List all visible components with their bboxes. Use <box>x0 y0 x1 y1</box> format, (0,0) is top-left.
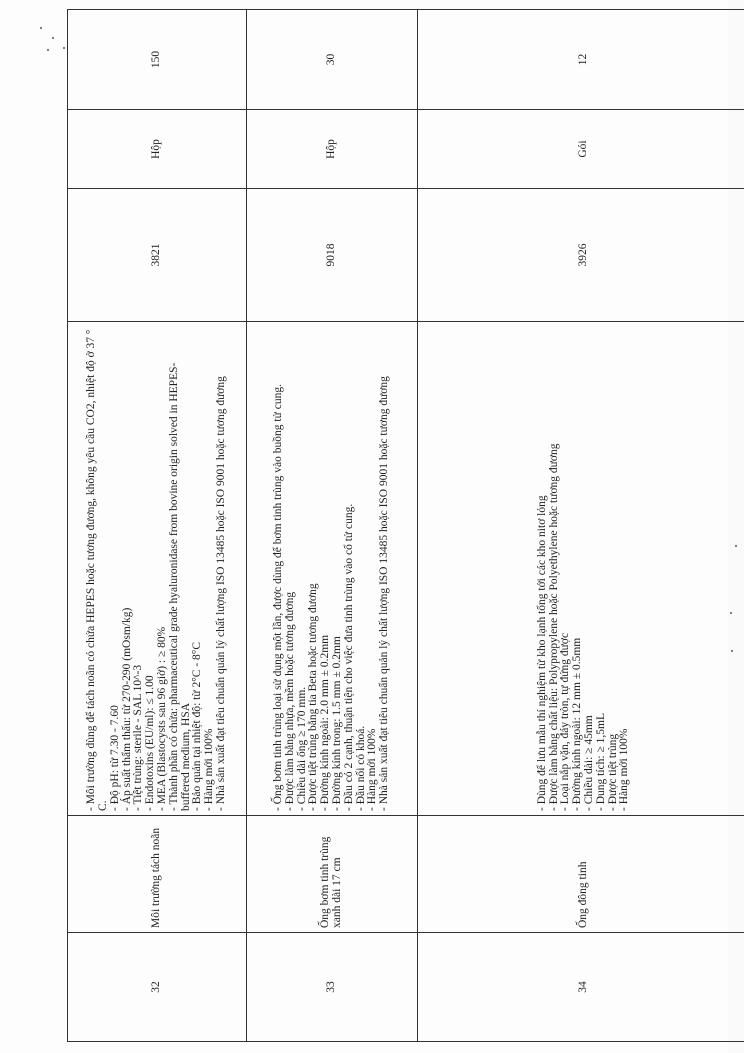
item-spec <box>247 322 418 816</box>
document-table-wrapper <box>67 50 744 1042</box>
spec-line: - Ống bơm tinh trùng loại sử dụng một lần, được dùng để bơm tinh trùng vào buồng tử cung. <box>272 384 285 811</box>
spec-line: - Tiệt trùng: sterile - SAL 10^-3 <box>132 664 145 811</box>
spec-line: - Hàng mới 100% <box>618 728 631 811</box>
table-row <box>418 10 744 1042</box>
spec-line: C. <box>97 800 110 811</box>
scan-speck <box>40 27 42 29</box>
spec-line: - Dùng để lưu mẫu thí nghiệm từ kho lạnh tổng tới các kho nitơ lỏng <box>535 495 548 811</box>
item-number: 33 <box>247 933 418 1042</box>
item-spec <box>68 322 247 816</box>
spec-line: - Dung tích: ≥ 1,5mL <box>594 713 607 811</box>
spec-line: - Được tiệt trùng bằng tia Beta hoặc tương đương <box>307 583 320 811</box>
spec-line: - Được làm bằng nhựa, mềm hoặc tương đương <box>283 591 296 811</box>
spec-line: - Loại nắp vặn, đáy tròn, tự đứng được <box>559 632 572 811</box>
item-name: Ống bơm tinh trùng xanh dài 17 cm <box>247 816 418 933</box>
spec-line: - Được làm bằng chất liệu: Polypropylene hoặc Polyethylene hoặc tương đương <box>547 443 560 811</box>
spec-line: - Đường kính trong: 1.5 mm ± 0.2mm <box>331 636 343 811</box>
spec-line: - Môi trường dùng để tách noãn có chứa HEPES hoặc tương đương, không yêu cầu CO2, nhiệt độ ở 37 ° <box>85 329 98 811</box>
item-code: 3821 <box>68 189 247 322</box>
spec-line: - Thành phần có chứa: pharmaceutical grade hyaluronidase from bovine origin solved in HEPES- <box>167 362 180 811</box>
rotated-table-frame <box>67 50 744 1042</box>
equipment-spec-table <box>67 9 744 1042</box>
spec-line: - Đầu nối có khoá. <box>354 725 367 811</box>
scan-speck <box>47 49 49 51</box>
spec-line: buffered medium, HSA <box>179 702 192 811</box>
spec-line: - Đầu có 2 cạnh, thuận tiện cho việc đưa tinh trùng vào cổ tử cung. <box>342 503 355 811</box>
spec-line: - Đường kính ngoài: 12 mm ± 0.5mm <box>571 637 584 811</box>
item-quantity: 150 <box>68 10 247 110</box>
spec-line: - Nhà sản xuất đạt tiêu chuẩn quản lý chất lượng ISO 13485 hoặc ISO 9001 hoặc tương đương <box>378 376 391 811</box>
item-name: Ống đông tinh <box>418 816 744 933</box>
spec-line: - Đường kính ngoài: 2.0 mm ± 0.2mm <box>319 634 332 811</box>
spec-line: - Nhà sản xuất đạt tiêu chuẩn quản lý chất lượng ISO 13485 hoặc ISO 9001 hoặc tương đương <box>214 376 227 811</box>
item-code: 3926 <box>418 189 744 322</box>
spec-line: - Hàng mới 100% <box>366 728 379 811</box>
item-name: Môi trường tách noãn <box>68 816 247 933</box>
spec-line: - Bảo quản tại nhiệt độ: từ 2°C - 8°C <box>191 641 204 811</box>
scan-speck <box>52 37 54 39</box>
table-row <box>68 10 247 1042</box>
spec-line: - MEA (Blastocysts sau 96 giờ) : ≥ 80% <box>156 626 168 811</box>
item-unit: Hộp <box>68 110 247 189</box>
item-spec <box>418 322 744 816</box>
item-code: 9018 <box>247 189 418 322</box>
item-unit: Hộp <box>247 110 418 189</box>
spec-line: - Được tiệt trùng <box>606 733 619 811</box>
spec-line: - Áp suất thẩm thấu: từ 270-290 (mOsm/kg) <box>120 607 133 811</box>
item-number: 34 <box>418 933 744 1042</box>
scan-speck <box>63 47 65 49</box>
table-row <box>247 10 418 1042</box>
spec-line: - Endotoxins (EU/ml): ≤ 1.00 <box>144 675 157 811</box>
spec-line: - Hàng mới 100% <box>203 728 216 811</box>
item-number: 32 <box>68 933 247 1042</box>
item-unit: Gói <box>418 110 744 189</box>
item-quantity: 30 <box>247 10 418 110</box>
item-quantity: 12 <box>418 10 744 110</box>
spec-line: - Chiều dài ống ≥ 170 mm. <box>295 686 308 811</box>
spec-line: - Chiều dài: ≥ 45mm <box>583 715 595 811</box>
spec-line: - Độ pH: từ 7.30 - 7.60 <box>108 705 121 811</box>
